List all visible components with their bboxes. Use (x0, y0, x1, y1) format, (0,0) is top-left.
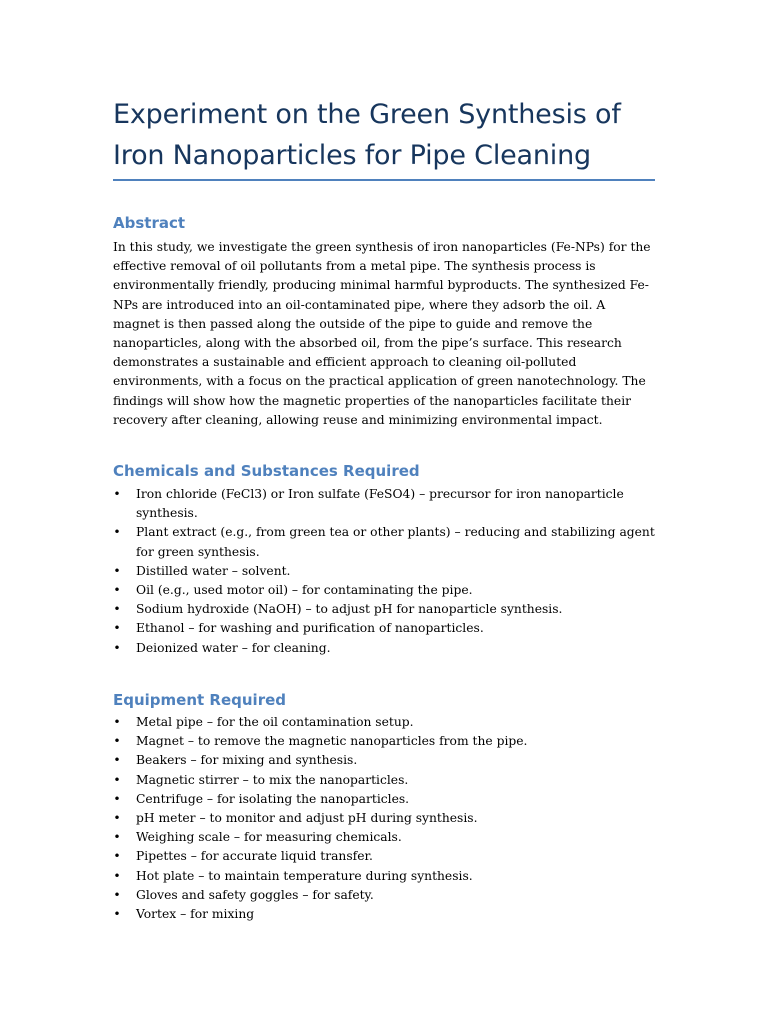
list-item-text: Distilled water – solvent. (136, 563, 291, 578)
list-item (113, 886, 655, 905)
bullet-icon: • (113, 791, 121, 806)
list-item-text: Plant extract (e.g., from green tea or other plants) – reducing and stabilizing agent for green synthesis. (136, 525, 655, 559)
bullet-icon: • (113, 487, 121, 501)
list-item-text: Sodium hydroxide (NaOH) – to adjust pH for nanoparticle synthesis. (136, 602, 563, 617)
list-item (113, 485, 655, 523)
equipment-heading: Equipment Required (113, 691, 287, 709)
list-item (113, 619, 655, 638)
bullet-icon: • (113, 753, 121, 768)
bullet-icon: • (113, 772, 121, 787)
abstract-heading: Abstract (113, 214, 186, 232)
bullet-icon: • (113, 887, 121, 902)
chemicals-list (113, 485, 655, 658)
list-item-text: pH meter – to monitor and adjust pH during synthesis. (136, 811, 478, 826)
title-underline (113, 179, 655, 181)
bullet-icon: • (113, 715, 121, 729)
bullet-icon: • (113, 734, 121, 749)
list-item-text: Hot plate – to maintain temperature during synthesis. (136, 868, 473, 883)
list-item (113, 600, 655, 619)
bullet-icon: • (113, 602, 121, 617)
list-item (113, 562, 655, 581)
list-item-text: Gloves and safety goggles – for safety. (136, 887, 374, 902)
list-item (113, 732, 655, 751)
bullet-icon: • (113, 830, 121, 845)
list-item (113, 847, 655, 866)
bullet-icon: • (113, 640, 121, 655)
list-item (113, 581, 655, 600)
list-item (113, 828, 655, 847)
list-item (113, 771, 655, 790)
list-item-text: Metal pipe – for the oil contamination setup. (136, 715, 414, 729)
list-item (113, 809, 655, 828)
bullet-icon: • (113, 583, 121, 598)
list-item-text: Magnet – to remove the magnetic nanoparticles from the pipe. (136, 734, 528, 749)
bullet-icon: • (113, 525, 121, 540)
list-item-text: Oil (e.g., used motor oil) – for contaminating the pipe. (136, 583, 473, 598)
list-item-text: Vortex – for mixing (136, 907, 255, 922)
bullet-icon: • (113, 811, 121, 826)
bullet-icon: • (113, 868, 121, 883)
list-item-text: Pipettes – for accurate liquid transfer. (136, 849, 373, 864)
list-item (113, 751, 655, 770)
list-item (113, 713, 655, 732)
list-item-text: Weighing scale – for measuring chemicals. (136, 830, 402, 845)
list-item (113, 905, 655, 924)
list-item-text: Centrifuge – for isolating the nanoparticles. (136, 791, 410, 806)
list-item-text: Magnetic stirrer – to mix the nanoparticles. (136, 772, 409, 787)
list-item (113, 867, 655, 886)
bullet-icon: • (113, 621, 121, 636)
list-item (113, 523, 655, 561)
list-item-text: Ethanol – for washing and purification of nanoparticles. (136, 621, 484, 636)
chemicals-heading: Chemicals and Substances Required (113, 462, 420, 480)
bullet-icon: • (113, 907, 121, 922)
document-title: Experiment on the Green Synthesis of Iron Nanoparticles for Pipe Cleaning (113, 99, 621, 171)
abstract-paragraph: In this study, we investigate the green synthesis of iron nanoparticles (Fe-NPs) for the effective removal of oil pollutants from a metal pipe. The synthesis process is environmentally friendly, producing minimal harmful byproducts. The synthesized Fe-NPs are introduced into an oil-contaminated pipe, where they adsorb the oil. A magnet is then passed along the outside of the pipe to guide and remove the nanoparticles, along with the absorbed oil, from the pipe’s surface. This research demonstrates a sustainable and efficient approach to cleaning oil-polluted environments, with a focus on the practical application of green nanotechnology. The findings will show how the magnetic properties of the nanoparticles facilitate their recovery after cleaning, allowing reuse and minimizing environmental impact. (113, 240, 651, 427)
list-item-text: Iron chloride (FeCl3) or Iron sulfate (FeSO4) – precursor for iron nanoparticle synthesis. (136, 487, 624, 521)
bullet-icon: • (113, 849, 121, 864)
list-item-text: Beakers – for mixing and synthesis. (136, 753, 358, 768)
list-item (113, 790, 655, 809)
list-item (113, 639, 655, 658)
list-item-text: Deionized water – for cleaning. (136, 640, 331, 655)
bullet-icon: • (113, 563, 121, 578)
equipment-list (113, 713, 655, 924)
